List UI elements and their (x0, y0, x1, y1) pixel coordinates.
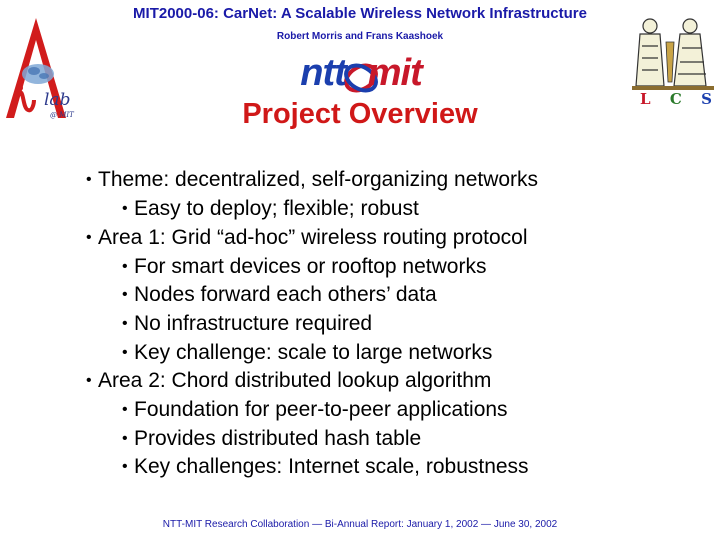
lcs-letter-c: C (669, 90, 682, 108)
ilab-logo-text: lab (44, 90, 71, 110)
lcs-letter-l: L (640, 90, 651, 108)
header-authors: Robert Morris and Frans Kaashoek (276, 31, 444, 42)
header-title: MIT2000-06: CarNet: A Scalable Wireless Network Infrastructure (133, 5, 587, 22)
ntt-mit-logo-text (272, 52, 450, 95)
list-item: • For smart devices or rooftop networks (122, 255, 487, 278)
list-item: • Foundation for peer-to-peer applications (122, 398, 508, 421)
list-item: • Area 1: Grid “ad-hoc” wireless routing protocol (86, 226, 528, 249)
page-title: Project Overview (242, 98, 478, 130)
list-item: • Easy to deploy; flexible; robust (122, 197, 419, 220)
list-item: • Nodes forward each others’ data (122, 283, 437, 306)
list-item: • No infrastructure required (122, 312, 373, 335)
footer-text: NTT-MIT Research Collaboration — Bi-Annual Report: January 1, 2002 — June 30, 2002 (162, 519, 558, 530)
list-item: • Theme: decentralized, self-organizing networks (86, 168, 539, 191)
list-item: • Key challenges: Internet scale, robustness (122, 455, 529, 478)
ntt-mit-logo-label: ntt mit (300, 52, 422, 94)
ilab-logo-subtext: @ MIT (50, 111, 74, 119)
list-item: • Key challenge: scale to large networks (122, 341, 493, 364)
list-item: • Area 2: Chord distributed lookup algorithm (86, 369, 492, 392)
list-item: • Provides distributed hash table (122, 427, 422, 450)
lcs-letter-s: S (701, 90, 712, 108)
